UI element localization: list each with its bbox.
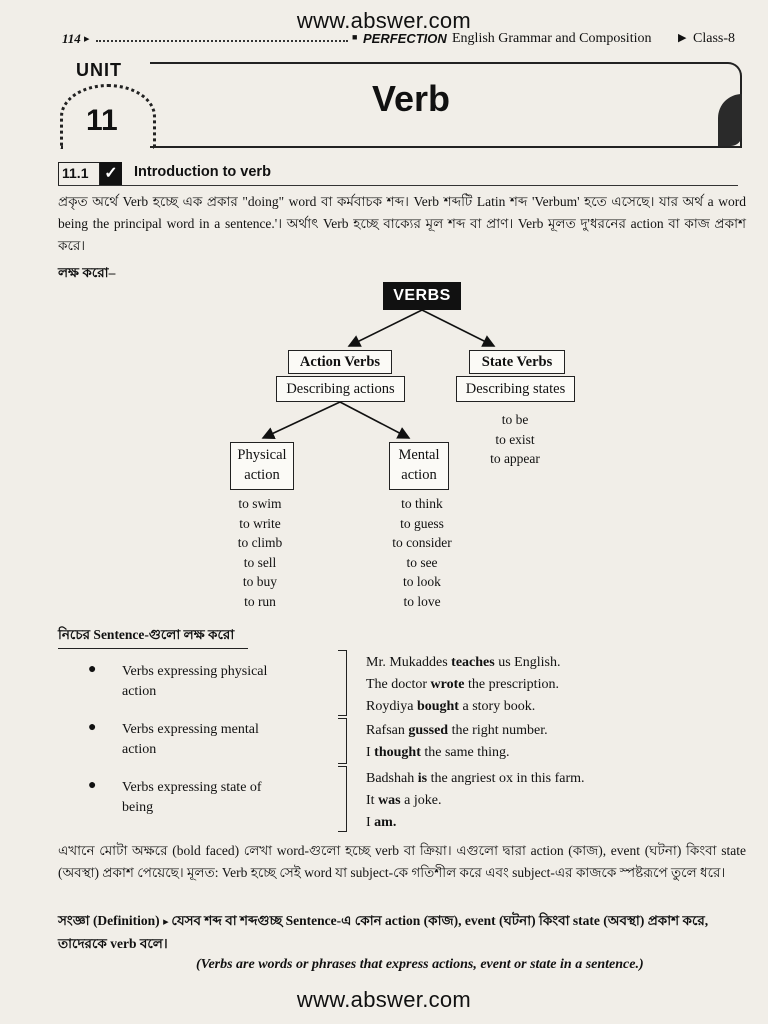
- group-label-line2: action: [122, 684, 157, 699]
- action-verbs-box: Action Verbs: [288, 350, 392, 374]
- section-title: Introduction to verb: [134, 164, 271, 180]
- example-sentence: Badshah is the angriest ox in this farm.: [366, 771, 585, 786]
- group-label: [122, 720, 332, 760]
- sentences-heading: [58, 624, 248, 649]
- physical-line2: action: [244, 467, 280, 483]
- class-label: Class-8: [693, 31, 735, 46]
- triangle-icon: ▶: [678, 32, 687, 44]
- example-sentence: Roydiya bought a story book.: [366, 699, 536, 714]
- group-label-line2: being: [122, 800, 154, 815]
- describing-actions-box: Describing actions: [276, 376, 405, 402]
- unit-title: Verb: [372, 78, 451, 119]
- state-example: to exist: [495, 431, 535, 447]
- check-icon: ✓: [100, 162, 122, 186]
- triangle-icon: ▸: [163, 916, 172, 928]
- brand-name: PERFECTION: [363, 31, 447, 46]
- example-sentence: Mr. Mukaddes teaches us English.: [366, 655, 561, 670]
- group-label-line2: action: [122, 742, 157, 757]
- watermark-bottom: www.abswer.com: [296, 987, 472, 1012]
- square-icon: ■: [352, 32, 358, 42]
- verbs-root-box: VERBS: [383, 282, 461, 310]
- arrow-to-action: [349, 310, 422, 346]
- mental-action-box: [389, 442, 449, 490]
- sentences-heading-text: নিচের Sentence-গুলো লক্ষ করো: [58, 627, 235, 642]
- physical-example: to climb: [237, 535, 283, 550]
- physical-examples-list: [215, 494, 305, 611]
- intro-paragraph: প্রকৃত অর্থে Verb হচ্ছে এক প্রকার "doing" word বা কর্মবাচক শব্দ। Verb শব্দটি Latin শব্দ 'Verbum' হতে এসেছে। যার অর্থ a word being the principal word in a sentence.'। অর্থাৎ Verb হচ্ছে বাক্যের মূল শব্দ বা প্রাণ। Verb মূলত দু'ধরনের action বা কাজ প্রকাশ করে।: [58, 194, 746, 253]
- group-label-line1: Verbs expressing state of: [122, 780, 262, 795]
- physical-example: to sell: [243, 554, 277, 570]
- physical-example: to run: [244, 593, 276, 609]
- example-sentence: The doctor wrote the prescription.: [366, 677, 559, 692]
- group-examples: [366, 768, 746, 834]
- definition-label: সংজ্ঞা (Definition): [58, 913, 160, 928]
- bracket: [338, 718, 347, 764]
- arrow-to-mental: [340, 402, 409, 438]
- example-sentence: It was a joke.: [366, 793, 442, 808]
- mental-example: to consider: [392, 535, 452, 550]
- state-example: to appear: [490, 451, 540, 466]
- page-number: 114: [62, 31, 81, 46]
- bracket: [338, 766, 347, 832]
- bullet-icon: ●: [88, 662, 97, 677]
- verb-groups: [58, 648, 748, 830]
- definition-english: (Verbs are words or phrases that express actions, event or state in a sentence.): [196, 957, 644, 972]
- group-label: [122, 662, 332, 702]
- bullet-icon: ●: [88, 778, 97, 793]
- mental-example: to look: [403, 574, 441, 589]
- mental-line2: action: [401, 467, 437, 483]
- describing-states-box: Describing states: [456, 376, 575, 402]
- definition-body: যেসব শব্দ বা শব্দগুচ্ছ Sentence-এ কোন action (কাজ), event (ঘটনা) কিংবা state (অবস্থা) প্রকাশ করে, তাদেরকে verb বলে।: [58, 913, 709, 951]
- bullet-icon: ●: [88, 720, 97, 735]
- section-number: 11.1: [62, 165, 89, 181]
- group-examples: [366, 720, 746, 764]
- bracket: [338, 650, 347, 716]
- mental-example: to see: [406, 554, 438, 570]
- example-sentence: I am.: [366, 815, 397, 830]
- group-label: [122, 778, 332, 818]
- physical-action-box: [230, 442, 294, 490]
- arrow-to-physical: [263, 402, 340, 438]
- explanation-paragraph: এখানে মোটা অক্ষরে (bold faced) লেখা word-গুলো হচ্ছে verb বা ক্রিয়া। এগুলো দ্বারা action (কাজ), event (ঘটনা) কিংবা state (অবস্থা) প্রকাশ পেয়েছে। মূলত: Verb হচ্ছে সেই word যা subject-কে গতিশীল করে এবং subject-এর কাজকে স্পষ্টরূপে তুলে ধরে।: [58, 843, 746, 880]
- group-label-line1: Verbs expressing mental: [122, 722, 259, 737]
- state-example: to be: [501, 412, 529, 427]
- example-sentence: I thought the same thing.: [366, 745, 510, 760]
- mental-line1: Mental: [398, 447, 440, 463]
- mental-example: to think: [401, 496, 443, 511]
- physical-example: to buy: [242, 574, 278, 589]
- group-label-line1: Verbs expressing physical: [122, 664, 268, 679]
- physical-line1: Physical: [237, 447, 287, 463]
- arrow-to-state: [422, 310, 494, 346]
- state-verbs-box: State Verbs: [469, 350, 565, 374]
- note-label: লক্ষ করো–: [58, 265, 116, 280]
- definition-block: [58, 910, 748, 973]
- arrow-icon: ▸: [84, 33, 90, 45]
- mental-example: to guess: [400, 515, 444, 531]
- state-examples-list: [470, 410, 560, 469]
- group-examples: [366, 652, 746, 718]
- unit-number: 11: [86, 104, 118, 137]
- unit-label: UNIT: [76, 60, 122, 80]
- book-title: English Grammar and Composition: [452, 31, 652, 46]
- physical-example: to write: [239, 515, 281, 531]
- example-sentence: Rafsan gussed the right number.: [366, 723, 548, 738]
- watermark-top: www.abswer.com: [296, 8, 472, 33]
- mental-examples-list: [372, 494, 472, 611]
- physical-example: to swim: [238, 496, 282, 511]
- definition-text: [58, 910, 748, 955]
- mental-example: to love: [403, 593, 441, 609]
